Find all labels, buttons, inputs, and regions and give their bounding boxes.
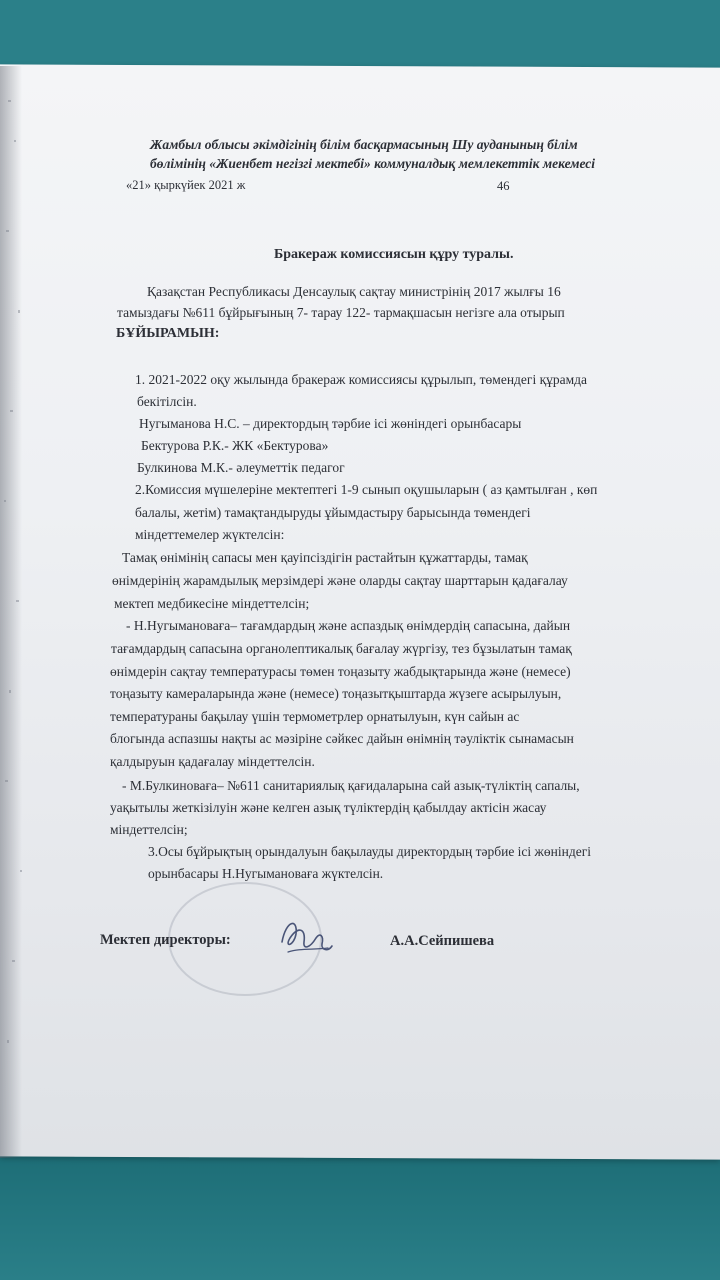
committee-member-2: Бектурова Р.К.- ЖК «Бектурова» <box>141 438 329 453</box>
paragraph-2-line-1: 2.Комиссия мүшелеріне мектептегі 1-9 сынып оқушыларын ( аз қамтылған , көп <box>135 482 598 497</box>
document-sheet <box>0 64 720 1159</box>
handwritten-signature <box>276 912 336 962</box>
paragraph-4-line-2: тағамдардың сапасына органолептикалық бағалау жүргізу, тез бұзылатын тамақ <box>111 641 572 656</box>
paragraph-4-line-4: тоңазыту камераларында және (немесе) тоңазытқыштарда жүзеге асырылуын, <box>110 686 562 701</box>
left-margin-speckle <box>0 80 50 1150</box>
paragraph-1-line-1: 1. 2021-2022 оқу жылында бракераж комиссиясы құрылып, төмендегі құрамда <box>135 372 588 387</box>
paragraph-4-line-3: өнімдерін сақтау температурасы төмен тоңазыту жабдықтарында және (немесе) <box>110 664 571 679</box>
document-number: 46 <box>497 179 510 193</box>
signature-role: Мектеп директоры: <box>100 932 231 948</box>
document-date: «21» қыркүйек 2021 ж <box>126 178 246 192</box>
paragraph-5-line-2: уақытылы жеткізілуін және келген азық түліктердің қабылдау актісін жасау <box>110 800 547 815</box>
intro-line-2: тамыздағы №611 бұйрығының 7- тарау 122- тармақшасын негізге ала отырып <box>117 305 565 320</box>
paragraph-5-line-1: - М.Булкиноваға– №611 санитариялық қағидаларына сай азық-түліктің сапалы, <box>122 778 580 793</box>
background-wall-top <box>0 0 720 70</box>
background-wall-bottom <box>0 1150 720 1280</box>
paragraph-3-line-2: өнімдерінің жарамдылық мерзімдері және оларды сақтау шарттарын қадағалау <box>112 573 568 588</box>
header-line-1: Жамбыл облысы әкімдігінің білім басқармасының Шу ауданының білім <box>150 137 578 152</box>
paragraph-4-line-1: - Н.Нугымановаға– тағамдардың және аспаздық өнімдердің сапасына, дайын <box>126 618 571 633</box>
paragraph-5-line-3: міндеттелсін; <box>110 822 188 837</box>
paragraph-3-line-1: Тамақ өнімінің сапасы мен қауіпсіздігін растайтын құжаттарды, тамақ <box>122 550 528 565</box>
order-heading: БҰЙЫРАМЫН: <box>116 326 220 341</box>
paragraph-4-line-7: қалдыруын қадағалау міндеттелсін. <box>110 754 315 769</box>
paragraph-4-line-5: температураны бақылау үшін термометрлер орнатылуын, күн сайын ас <box>110 709 520 724</box>
committee-member-3: Булкинова М.К.- әлеуметтік педагог <box>137 460 345 475</box>
paragraph-6-line-1: 3.Осы бұйрықтың орындалуын бақылауды директордың тәрбие ісі жөніндегі <box>148 844 591 859</box>
paragraph-6-line-2: орынбасары Н.Нугымановаға жүктелсін. <box>148 866 384 881</box>
paragraph-2-line-2: балалы, жетім) тамақтандыруды ұйымдастыру барысында төмендегі <box>135 505 531 520</box>
signature-name: А.А.Сейпишева <box>390 933 495 949</box>
paragraph-1-line-2: бекітілсін. <box>137 394 197 409</box>
committee-member-1: Нугыманова Н.С. – директордың тәрбие ісі жөніндегі орынбасары <box>139 416 522 431</box>
document-title: Бракераж комиссиясын құру туралы. <box>274 247 514 262</box>
paragraph-2-line-3: міндеттемелер жүктелсін: <box>135 527 285 542</box>
paragraph-4-line-6: блогында аспазшы нақты ас мәзіріне сәйкес дайын өнімнің тәуліктік сынамасын <box>110 731 574 746</box>
intro-line-1: Қазақстан Республикасы Денсаулық сақтау министрінің 2017 жылғы 16 <box>147 284 561 299</box>
header-line-2: бөлімінің «Жиенбет негізгі мектебі» коммуналдық мемлекеттік мекемесі <box>150 156 596 171</box>
paragraph-3-line-3: мектеп медбикесіне міндеттелсін; <box>114 596 310 611</box>
